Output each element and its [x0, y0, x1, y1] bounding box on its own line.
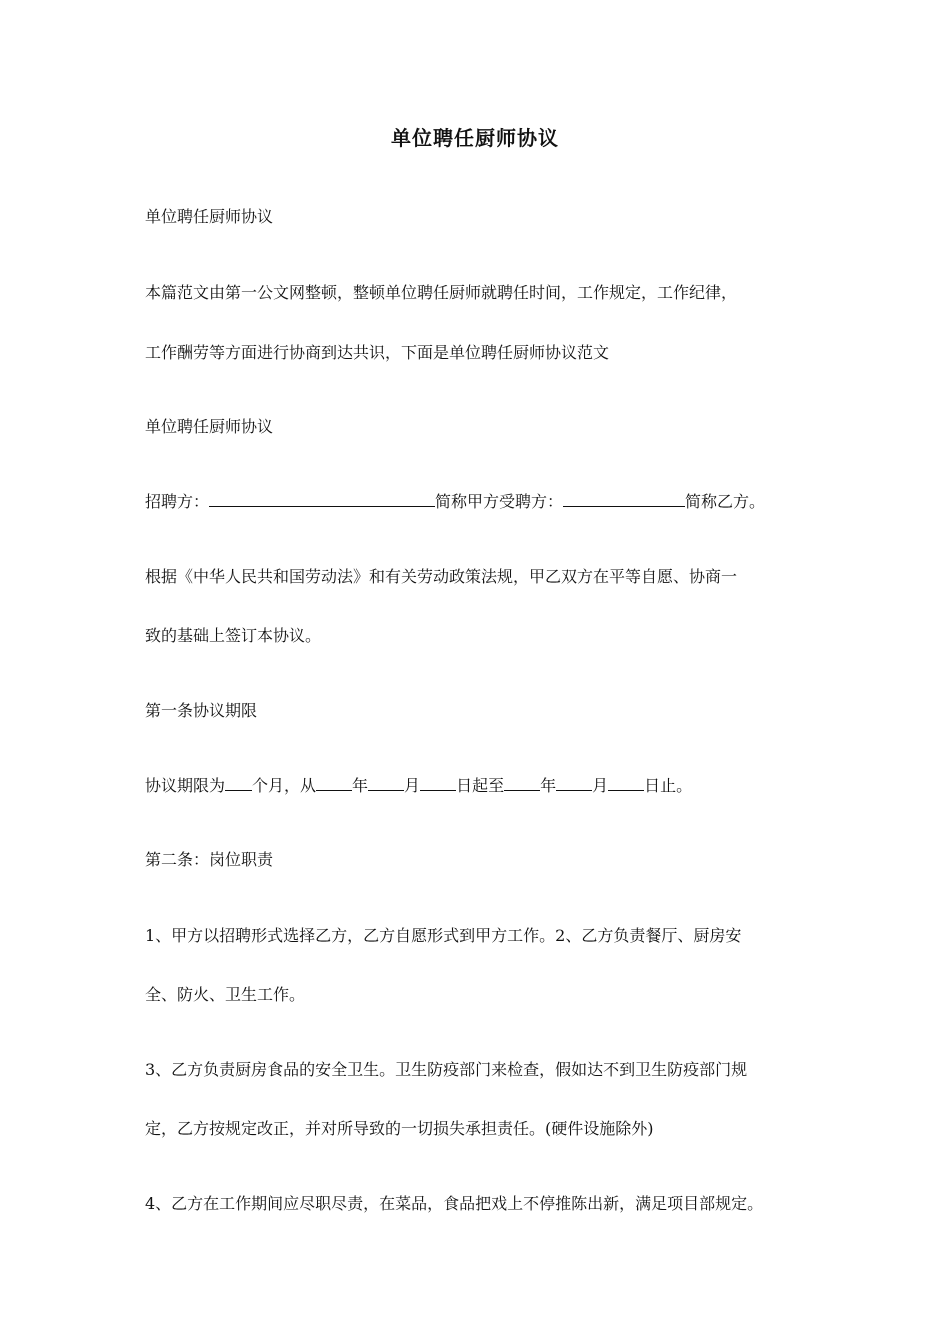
duty-line-3: 3、乙方负责厨房食品的安全卫生。卫生防疫部门来检查，假如达不到卫生防疫部门规: [145, 1060, 748, 1079]
term-prefix: 协议期限为: [145, 776, 226, 795]
term-line: [145, 776, 692, 796]
duty-line-1: 1、甲方以招聘形式选择乙方，乙方自愿形式到甲方工作。2、乙方负责餐厅、厨房安: [145, 926, 742, 945]
article-2-heading: 第二条：岗位职责: [145, 850, 274, 869]
parties-line: [145, 492, 765, 512]
subtitle-line: 单位聘任厨师协议: [145, 207, 274, 226]
section-title: 单位聘任厨师协议: [145, 417, 274, 436]
term-year2: 年: [540, 776, 557, 795]
term-month1: 月: [404, 776, 421, 795]
term-day2: 日止。: [644, 776, 693, 795]
intro-line-1: 根据《中华人民共和国劳动法》和有关劳动政策法规，甲乙双方在平等自愿、协商一: [145, 567, 738, 586]
intro-line-2: 致的基础上签订本协议。: [145, 626, 322, 645]
term-month2: 月: [592, 776, 609, 795]
document-title: 单位聘任厨师协议: [391, 126, 559, 150]
month1-blank: [368, 776, 404, 791]
employee-blank: [563, 492, 685, 507]
employer-blank: [209, 492, 435, 507]
employee-abbrev: 简称乙方。: [685, 492, 766, 511]
employer-abbrev: 简称甲方受聘方：: [435, 492, 564, 511]
months-blank: [225, 776, 252, 791]
term-day1: 日起至: [456, 776, 505, 795]
duty-line-4: 定，乙方按规定改正，并对所导致的一切损失承担责任。(硬件设施除外): [145, 1119, 654, 1138]
day2-blank: [608, 776, 644, 791]
duty-line-5: 4、乙方在工作期间应尽职尽责，在菜品，食品把戏上不停推陈出新，满足项目部规定。: [145, 1194, 764, 1213]
term-year1: 年: [352, 776, 369, 795]
employer-label: 招聘方：: [145, 492, 210, 511]
month2-blank: [556, 776, 592, 791]
duty-line-2: 全、防火、卫生工作。: [145, 985, 306, 1004]
year1-blank: [316, 776, 352, 791]
year2-blank: [504, 776, 540, 791]
summary-line-2: 工作酬劳等方面进行协商到达共识，下面是单位聘任厨师协议范文: [145, 343, 610, 362]
summary-line-1: 本篇范文由第一公文网整顿，整顿单位聘任厨师就聘任时间，工作规定，工作纪律，: [145, 283, 738, 302]
day1-blank: [420, 776, 456, 791]
article-1-heading: 第一条协议期限: [145, 701, 258, 720]
term-months: 个月，从: [252, 776, 317, 795]
